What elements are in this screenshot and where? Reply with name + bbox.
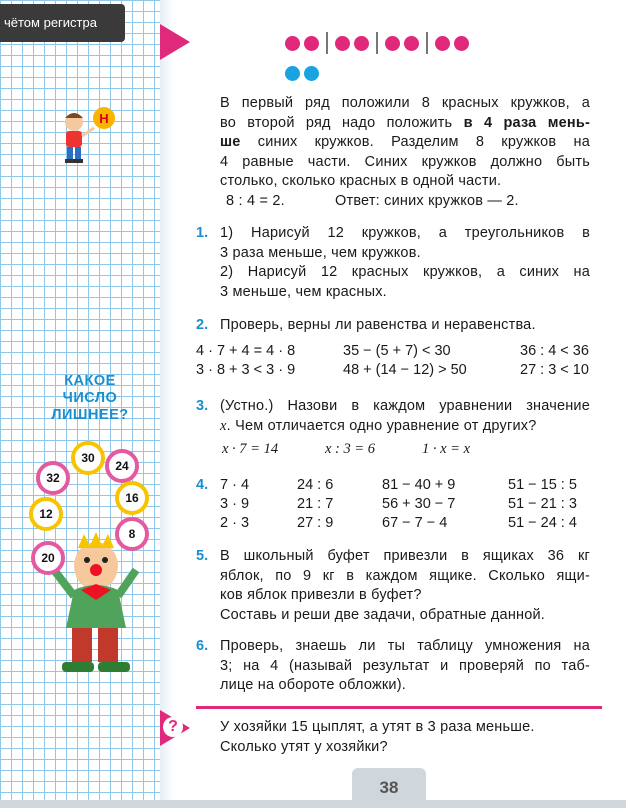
task4-expr: 2 · 3 (220, 515, 250, 531)
ball-number: 24 (115, 459, 129, 473)
task5-text (220, 547, 590, 625)
task4-column (220, 476, 249, 533)
task2-expr: 36 : 4 < 36 (520, 343, 589, 359)
question-flag-icon (160, 710, 190, 746)
task3-text (220, 397, 590, 436)
question-line: У хозяйки 15 цыплят, а утят в 3 раза меньше. (220, 719, 535, 735)
blue-circle (285, 66, 300, 81)
task3-line: (Устно.) Назови в каждом уравнении значение (220, 398, 590, 414)
task4-expr: 27 : 9 (297, 515, 334, 531)
margin-shadow (160, 0, 174, 800)
circles-row-red (285, 32, 473, 54)
task2-expr: 3 · 8 + 3 < 3 · 9 (196, 362, 296, 378)
task3-equation: 1 · x = x (422, 441, 471, 457)
task1-line: 3 раза меньше, чем кружков. (220, 244, 421, 261)
task2-expr: 4 · 7 + 4 = 4 · 8 (196, 343, 296, 359)
task4-expr: 51 − 15 : 5 (508, 477, 577, 493)
blue-circle (304, 66, 319, 81)
ball-number: 20 (41, 551, 55, 565)
odd-number-heading (40, 373, 140, 424)
task2-text: Проверь, верны ли равенства и неравенства. (220, 317, 536, 333)
task1-text (220, 224, 590, 302)
ball-number: 16 (125, 491, 139, 505)
task6-line: 3; на 4 (называй результат и проверяй по таб- (220, 657, 590, 674)
task2-expr: 35 − (5 + 7) < 30 (343, 343, 451, 359)
task4-expr: 24 : 6 (297, 477, 334, 493)
task6-text (220, 637, 590, 696)
intro-line: 4 равные части. Синих кружков должно быть (220, 153, 590, 170)
task4-column (297, 476, 333, 533)
task4-column (382, 476, 455, 533)
divider (326, 32, 328, 54)
kid-badge-letter: Н (99, 111, 109, 126)
intro-part: синих кружков. Разделим 8 кружков на (240, 134, 590, 150)
task3-line (220, 417, 590, 437)
task5-line: Составь и реши две задачи, обратные данной. (220, 606, 546, 623)
task-number: 3. (196, 398, 209, 414)
heading-line: КАКОЕ (64, 373, 116, 389)
red-circle (404, 36, 419, 51)
task4-expr: 21 : 7 (297, 496, 334, 512)
variable-x: x (220, 417, 227, 434)
red-circle (304, 36, 319, 51)
task2-expr: 27 : 3 < 10 (520, 362, 589, 378)
question-line: Сколько утят у хозяйки? (220, 738, 388, 755)
task4-column (508, 476, 577, 533)
intro-equation: 8 : 4 = 2. (226, 193, 285, 209)
task-number: 5. (196, 548, 209, 564)
intro-line (220, 133, 590, 153)
intro-line (220, 114, 590, 134)
task4-expr: 51 − 21 : 3 (508, 496, 577, 512)
task-number: 4. (196, 477, 209, 493)
red-circle (435, 36, 450, 51)
divider (426, 32, 428, 54)
ball-number: 30 (81, 451, 95, 465)
intro-part: во второй ряд надо положить (220, 114, 464, 131)
task2-expr: 48 + (14 − 12) > 50 (343, 362, 467, 378)
red-circle (335, 36, 350, 51)
task1-line: 3 меньше, чем красных. (220, 283, 387, 300)
red-circle (354, 36, 369, 51)
red-circle (385, 36, 400, 51)
question-divider (196, 706, 602, 709)
question-mark-icon: ? (163, 717, 183, 737)
ball-number: 32 (46, 471, 60, 485)
task4-expr: 7 · 4 (220, 477, 250, 493)
task-number: 6. (196, 638, 209, 654)
intro-line: В первый ряд положили 8 красных кружков, а (220, 95, 590, 111)
task3-equation: x : 3 = 6 (325, 441, 376, 457)
question-text (220, 718, 535, 757)
intro-bold: ше (220, 134, 241, 150)
task-number: 1. (196, 225, 209, 241)
circles-row-blue (285, 66, 323, 81)
task1-line: 2) Нарисуй 12 красных кружков, а синих на (220, 264, 590, 280)
task4-expr: 3 · 9 (220, 496, 250, 512)
task3-equation: x · 7 = 14 (222, 441, 279, 457)
heading-line: ЧИСЛО (62, 390, 118, 406)
clown-juggler-illustration (26, 440, 156, 680)
page-number: 38 (352, 768, 426, 808)
intro-text (220, 94, 590, 192)
ball-number: 8 (128, 527, 136, 541)
task4-expr: 56 + 30 − 7 (382, 496, 456, 512)
heading-line: ЛИШНЕЕ? (51, 407, 129, 423)
kid-with-letter-icon (52, 104, 124, 168)
task4-expr: 51 − 24 : 4 (508, 515, 577, 531)
red-circle (285, 36, 300, 51)
red-circle (454, 36, 469, 51)
task5-line: яблок, по 9 кг в каждом ящике. Сколько ящи- (220, 567, 590, 584)
task4-expr: 67 − 7 − 4 (382, 515, 448, 531)
task-number: 2. (196, 317, 209, 333)
task3-part: . Чем отличается одно уравнение от других? (226, 417, 537, 434)
task6-line: лице на обороте обложки). (220, 677, 406, 693)
task5-line: В школьный буфет привезли в ящиках 36 кг (220, 548, 590, 564)
task6-line: Проверь, знаешь ли ты таблицу умножения на (220, 638, 590, 654)
intro-bold: в 4 раза мень- (463, 114, 590, 131)
section-flag-icon (160, 24, 190, 60)
task5-line: ков яблок привезли в буфет? (220, 587, 422, 603)
task4-expr: 81 − 40 + 9 (382, 477, 456, 493)
intro-line: столько, сколько красных в одной части. (220, 173, 502, 189)
tooltip: чётом регистра (0, 4, 125, 42)
divider (376, 32, 378, 54)
task1-line: 1) Нарисуй 12 кружков, а треугольников в (220, 225, 590, 241)
intro-answer: Ответ: синих кружков — 2. (335, 193, 519, 209)
ball-number: 12 (39, 507, 53, 521)
